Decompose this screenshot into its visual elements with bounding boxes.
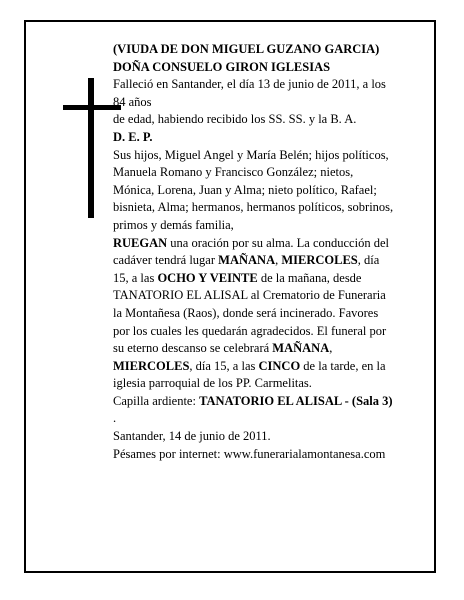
funeral-text-c: ,: [329, 341, 333, 356]
funeral-miercoles-bold: MIERCOLES: [113, 358, 190, 373]
manana-bold: MAÑANA: [218, 253, 276, 268]
family-line-3: Mónica, Lorena, Juan y Alma; nieto político, Rafael;: [113, 182, 377, 197]
chapel-place-bold: TANATORIO EL ALISAL - (Sala 3): [199, 393, 393, 408]
procession-time-a: 15, a las: [113, 270, 158, 285]
miercoles-bold: MIERCOLES: [281, 253, 358, 268]
funeral-line-1: por los cuales les quedarán agradecidos. El funeral por: [113, 323, 387, 338]
death-line-1: Falleció en Santander, el día 13 de junio de 2011, a los: [113, 77, 386, 92]
death-line-2: 84 años: [113, 94, 152, 109]
procession-text-a: cadáver tendrá lugar: [113, 253, 219, 268]
family-line-1: Sus hijos, Miguel Angel y María Belén; hijos políticos,: [113, 147, 389, 162]
funeral-text-a: su eterno descanso se celebrará: [113, 341, 273, 356]
widow-line: (VIUDA DE DON MIGUEL GUZANO GARCIA): [113, 42, 380, 56]
procession-text-e: , día: [357, 253, 380, 268]
funeral-text-b: , día 15, a las: [189, 358, 259, 373]
cross-icon-vertical: [88, 78, 94, 218]
funeral-line-3: [113, 358, 425, 376]
death-line-3: de edad, habiendo recibido los SS. SS. y la B. A.: [113, 112, 357, 127]
family-line-2: Manuela Romano y Francisco González; nietos,: [113, 165, 354, 180]
rip-line: D. E. P.: [113, 129, 153, 144]
procession-text-c: ,: [275, 253, 282, 268]
procession-line-1: [113, 252, 425, 270]
procession-line-3: TANATORIO EL ALISAL al Crematorio de Funeraria: [113, 288, 386, 303]
date-line: Santander, 14 de junio de 2011.: [113, 429, 271, 444]
chapel-line: [113, 393, 425, 411]
deceased-name: DOÑA CONSUELO GIRON IGLESIAS: [113, 59, 331, 74]
obituary-text: [113, 41, 425, 463]
procession-line-4: la Montañesa (Raos), donde será incinerado. Favores: [113, 305, 379, 320]
cinco-bold: CINCO: [258, 358, 301, 373]
funeral-line-2: [113, 340, 425, 358]
procession-time-c: de la mañana, desde: [257, 270, 362, 285]
condolences-line: Pésames por internet: www.funerarialamontanesa.com: [113, 446, 386, 461]
funeral-manana-bold: MAÑANA: [272, 341, 330, 356]
chapel-dot: .: [113, 411, 117, 426]
funeral-text-d: de la tarde, en la: [300, 358, 386, 373]
family-line-5: primos y demás familia,: [113, 217, 234, 232]
ruegan-bold: RUEGAN: [113, 235, 168, 250]
procession-line-2: [113, 270, 425, 288]
chapel-label: Capilla ardiente:: [113, 393, 200, 408]
funeral-line-4: iglesia parroquial de los PP. Carmelitas.: [113, 376, 312, 391]
ruegan-line: [113, 235, 425, 253]
ruegan-rest: una oración por su alma. La conducción del: [167, 235, 389, 250]
family-line-4: bisnieta, Alma; hermanos, hermanos políticos, sobrinos,: [113, 200, 394, 215]
ocho-y-veinte-bold: OCHO Y VEINTE: [157, 270, 258, 285]
